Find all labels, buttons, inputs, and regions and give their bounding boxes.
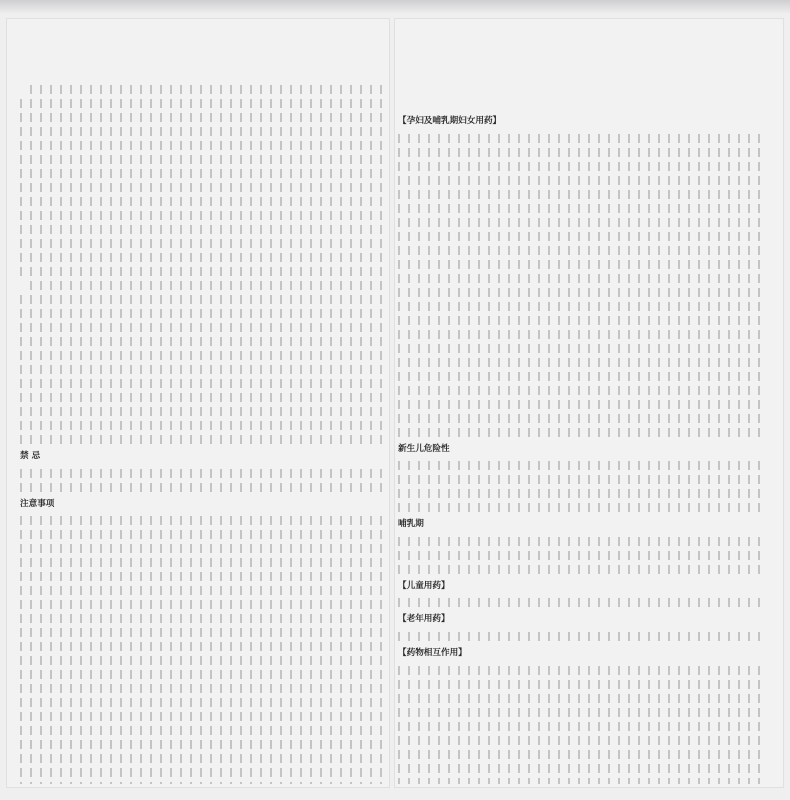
text-line [398, 475, 768, 484]
scan-shadow [0, 0, 790, 14]
section-heading: 新生儿危险性 [398, 443, 450, 454]
text-line [20, 309, 384, 318]
text-line [398, 204, 768, 213]
text-line [20, 782, 384, 784]
text-line [20, 141, 384, 150]
text-line [398, 537, 768, 546]
text-line [398, 134, 768, 143]
text-line [20, 239, 384, 248]
text-line [398, 722, 768, 731]
text-line [20, 225, 384, 234]
text-line [398, 330, 768, 339]
text-line [398, 503, 768, 512]
section-heading: 【老年用药】 [398, 614, 450, 625]
text-line [398, 218, 768, 227]
text-line [398, 461, 768, 470]
text-line [398, 551, 768, 560]
text-line [398, 565, 768, 574]
text-line [20, 379, 384, 388]
text-line [20, 393, 384, 402]
section-heading: 注意事项 [20, 498, 55, 509]
text-line [30, 85, 384, 94]
text-line [20, 572, 384, 581]
text-line [398, 489, 768, 498]
text-line [398, 288, 768, 297]
text-line [20, 351, 384, 360]
text-paragraph [398, 598, 768, 607]
text-line [20, 469, 384, 478]
text-line [20, 628, 384, 637]
text-paragraph [20, 281, 384, 444]
text-line [398, 414, 768, 423]
text-paragraph [398, 461, 768, 512]
text-paragraph [398, 537, 768, 574]
text-line [20, 768, 384, 777]
section-heading: 【儿童用药】 [398, 580, 450, 591]
text-paragraph [20, 516, 384, 784]
right-text-column [398, 112, 768, 784]
text-line [20, 726, 384, 735]
text-line [398, 400, 768, 409]
text-line [398, 680, 768, 689]
text-line [20, 586, 384, 595]
text-line [20, 435, 384, 444]
text-line [398, 274, 768, 283]
text-paragraph [20, 85, 384, 276]
text-line [398, 358, 768, 367]
text-line [398, 666, 768, 675]
text-line [20, 295, 384, 304]
left-text-column [20, 80, 384, 784]
text-line [398, 428, 768, 437]
text-line [20, 712, 384, 721]
text-line [20, 253, 384, 262]
text-line [20, 267, 384, 276]
text-line [20, 530, 384, 539]
text-line [398, 708, 768, 717]
text-line [398, 316, 768, 325]
text-line [20, 642, 384, 651]
text-line [20, 407, 384, 416]
text-paragraph [398, 632, 768, 641]
text-line [398, 372, 768, 381]
text-line [20, 323, 384, 332]
text-line [398, 598, 768, 607]
text-line [20, 337, 384, 346]
text-line [398, 632, 768, 641]
text-line [398, 190, 768, 199]
text-line [398, 736, 768, 745]
section-heading: 哺乳期 [398, 519, 424, 530]
text-line [20, 183, 384, 192]
text-line [20, 197, 384, 206]
text-line [20, 684, 384, 693]
text-line [398, 302, 768, 311]
text-line [20, 99, 384, 108]
text-line [20, 169, 384, 178]
text-line [20, 421, 384, 430]
text-line [20, 113, 384, 122]
text-line [20, 516, 384, 525]
text-line [398, 232, 768, 241]
text-line [20, 754, 384, 763]
text-line [398, 764, 768, 773]
text-line [398, 162, 768, 171]
text-line [20, 600, 384, 609]
section-heading: 【药物相互作用】 [398, 647, 467, 658]
text-line [20, 656, 384, 665]
section-heading: 禁 忌 [20, 451, 41, 461]
text-line [20, 483, 384, 492]
text-line [398, 386, 768, 395]
text-line [20, 740, 384, 749]
text-line [398, 148, 768, 157]
text-line [20, 365, 384, 374]
text-line [20, 614, 384, 623]
text-line [20, 670, 384, 679]
text-paragraph [398, 134, 768, 437]
text-line [20, 558, 384, 567]
section-heading: 【孕妇及哺乳期妇女用药】 [398, 116, 502, 126]
text-paragraph [398, 666, 768, 784]
text-line [398, 344, 768, 353]
text-line [20, 155, 384, 164]
text-paragraph [20, 469, 384, 492]
text-line [398, 694, 768, 703]
text-line [398, 778, 768, 784]
text-line [398, 260, 768, 269]
text-line [20, 544, 384, 553]
text-line [398, 176, 768, 185]
text-line [20, 698, 384, 707]
text-line [20, 211, 384, 220]
text-line [30, 281, 384, 290]
text-line [398, 246, 768, 255]
text-line [398, 750, 768, 759]
text-line [20, 127, 384, 136]
